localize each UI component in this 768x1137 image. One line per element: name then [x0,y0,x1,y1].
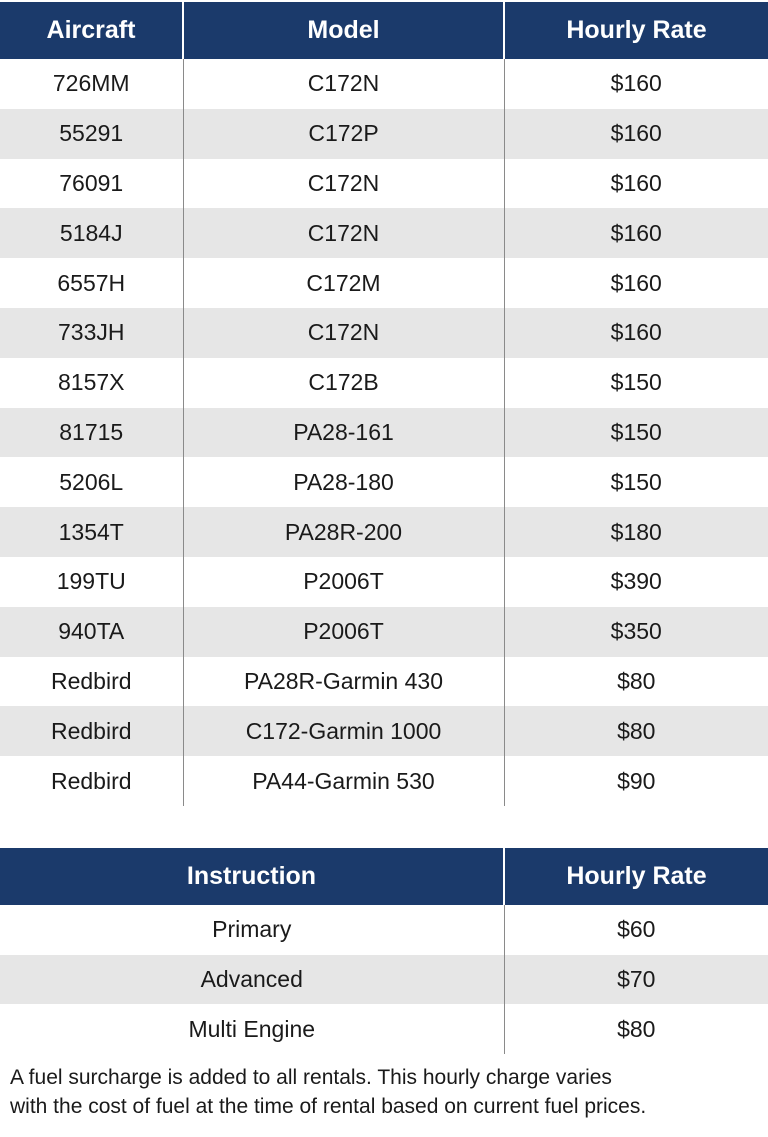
model-cell: C172P [183,109,504,159]
column-header-hourly-rate: Hourly Rate [504,848,768,905]
instruction-table-header [0,848,768,905]
table-row [0,955,768,1005]
table-row [0,159,768,209]
rate-cell: $150 [504,457,768,507]
aircraft-cell: 726MM [52,70,130,97]
rate-cell: $80 [504,706,768,756]
rate-cell: $160 [504,208,768,258]
rate-cell: $70 [504,955,768,1005]
column-header-hourly-rate: Hourly Rate [504,2,768,59]
table-row [0,507,768,557]
note-line-2: with the cost of fuel at the time of rental based on current fuel prices. [10,1095,647,1118]
rate-cell: $350 [504,607,768,657]
model-cell: PA28-161 [183,408,504,458]
aircraft-cell: 8157X [57,369,125,396]
model-cell: P2006T [183,607,504,657]
fuel-surcharge-note [10,1063,762,1121]
table-row [0,756,768,806]
model-cell: P2006T [183,557,504,607]
model-cell: C172M [183,258,504,308]
rate-cell: $160 [504,159,768,209]
table-row [0,607,768,657]
table-row [0,457,768,507]
table-row [0,109,768,159]
rate-cell: $160 [504,258,768,308]
model-cell: C172N [183,159,504,209]
model-cell: C172N [183,59,504,109]
rate-cell: $150 [504,358,768,408]
aircraft-cell: 81715 [0,408,183,458]
model-cell: PA28-180 [183,457,504,507]
aircraft-cell: 6557H [57,269,126,296]
table-row [0,308,768,358]
aircraft-cell: Redbird [50,667,132,694]
aircraft-cell: 55291 [0,109,183,159]
rate-cell: $80 [504,1004,768,1054]
aircraft-cell: 733JH [0,308,183,358]
model-cell: PA28R-200 [183,507,504,557]
rate-cell: $150 [504,408,768,458]
model-cell: C172N [183,308,504,358]
aircraft-cell: 199TU [56,568,126,595]
aircraft-cell: 1354T [0,507,183,557]
aircraft-rates-table [0,2,768,806]
table-row [0,706,768,756]
table-row [0,408,768,458]
rate-cell: $160 [504,109,768,159]
instruction-cell: Primary [212,916,292,943]
aircraft-cell: 76091 [59,169,124,196]
instruction-cell: Multi Engine [188,1015,316,1042]
table-row [0,557,768,607]
model-cell: C172B [183,358,504,408]
note-line-1: A fuel surcharge is added to all rentals. This hourly charge varies [10,1066,612,1089]
model-cell: PA44-Garmin 530 [183,756,504,806]
rate-cell: $90 [504,756,768,806]
table-row [0,905,768,955]
instruction-cell: Advanced [0,955,504,1005]
aircraft-table-body [0,59,768,806]
table-row [0,59,768,109]
column-header-model: Model [183,2,504,59]
table-row [0,358,768,408]
instruction-rates-table [0,848,768,1054]
table-row [0,657,768,707]
rate-cell: $390 [504,557,768,607]
instruction-table-body [0,905,768,1054]
aircraft-cell: 5206L [59,468,124,495]
rate-cell: $180 [504,507,768,557]
model-cell: C172-Garmin 1000 [183,706,504,756]
rate-cell: $60 [504,905,768,955]
rate-cell: $160 [504,308,768,358]
table-row [0,258,768,308]
column-header-instruction: Instruction [0,848,504,905]
aircraft-cell: 5184J [0,208,183,258]
rate-cell: $80 [504,657,768,707]
rate-cell: $160 [504,59,768,109]
model-cell: PA28R-Garmin 430 [183,657,504,707]
model-cell: C172N [183,208,504,258]
aircraft-table-header [0,2,768,59]
aircraft-cell: 940TA [0,607,183,657]
aircraft-cell: Redbird [0,706,183,756]
column-header-aircraft: Aircraft [0,2,183,59]
aircraft-cell: Redbird [50,767,132,794]
table-row [0,1004,768,1054]
table-row [0,208,768,258]
